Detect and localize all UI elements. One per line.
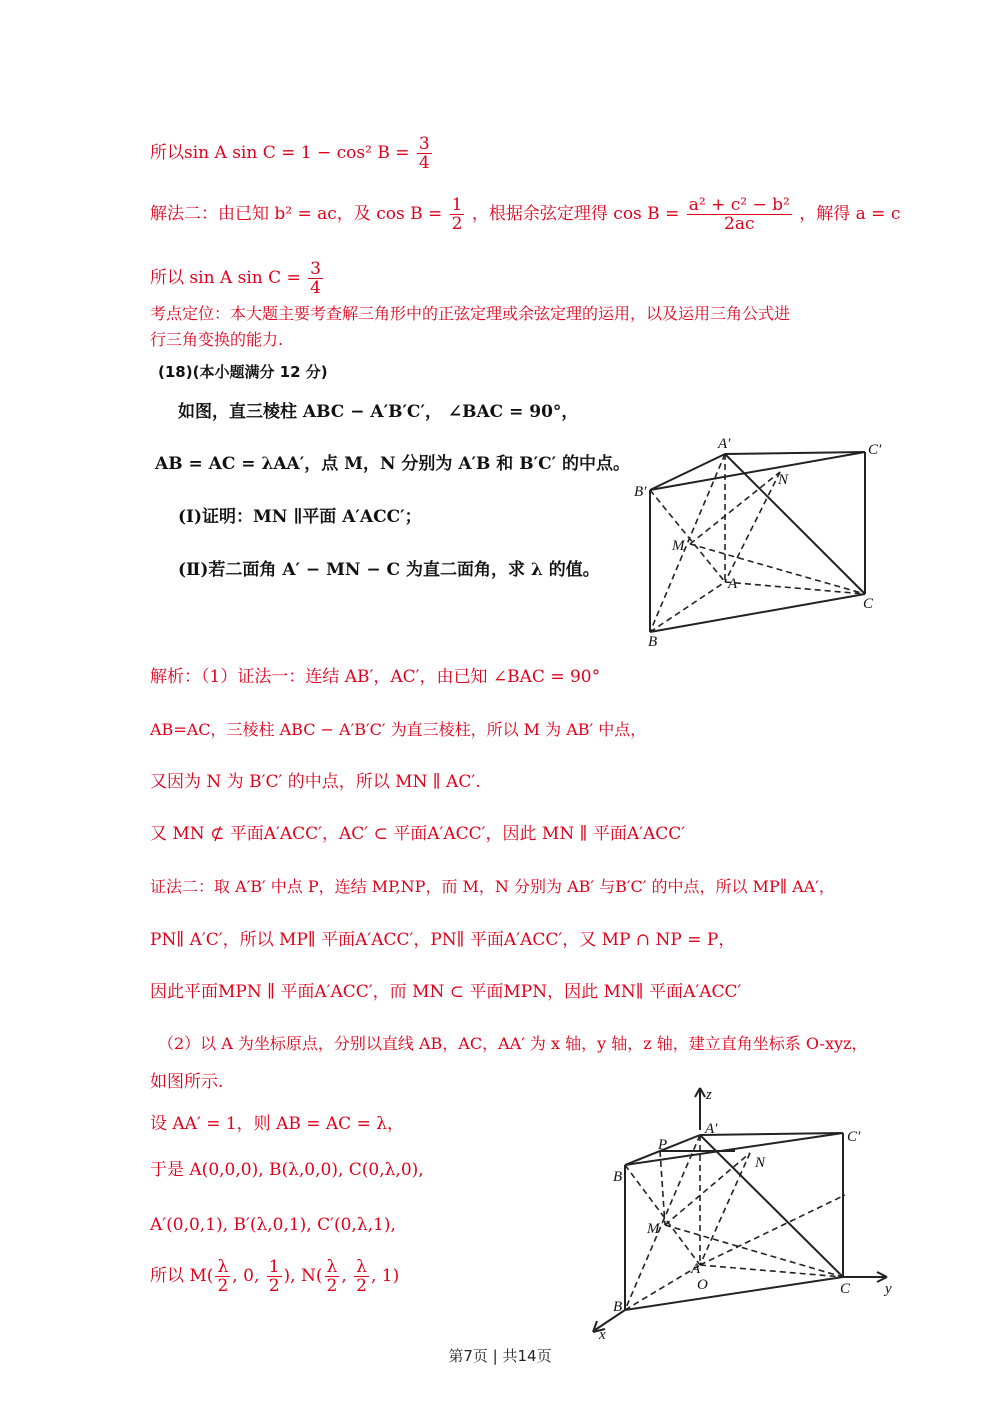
axis-label-z: z [706, 1087, 712, 1103]
prism-figure-2-coordinates [585, 1085, 895, 1340]
label-c-prime: C′ [868, 442, 882, 458]
label-p: P [658, 1137, 668, 1153]
fraction-3-4-b: $\frac{3}{4}$ [310, 259, 321, 298]
solution-line-3: 又因为 N 为 B′C′ 的中点，所以 MN ∥ AC′. [150, 772, 481, 792]
solution-line-5: 证法二：取 A′B′ 中点 P，连结 MP,NP，而 M，N 分别为 AB′ 与B′C′ 的中点，所以 MP∥ AA′， [150, 877, 835, 896]
solution-line-8: （2）以 A 为坐标原点，分别以直线 AB，AC，AA′ 为 x 轴，y 轴，z 轴，建立直角坐标系 O-xyz， [158, 1034, 868, 1053]
solution-line-11: 于是 A(0,0,0), B(λ,0,0), C(0,λ,0), [150, 1160, 424, 1180]
solution-line-9: 如图所示. [150, 1072, 224, 1092]
key-point-line-1: 考点定位：本大题主要考查解三角形中的正弦定理或余弦定理的运用，以及运用三角公式进 [150, 304, 791, 323]
problem-18-part-2: (Ⅱ)若二面角 A′ − MN − C 为直二面角，求 λ 的值。 [178, 560, 600, 580]
solution-line-12: A′(0,0,1), B′(λ,0,1), C′(0,λ,1), [150, 1215, 396, 1235]
label-m-2: M [647, 1221, 660, 1237]
fraction-cos-law: $\frac{\text{a² + c² − b²}}{2ac}$ [688, 195, 790, 234]
solution-line-6: PN∥ A′C′，所以 MP∥ 平面A′ACC′，PN∥ 平面A′ACC′，又 MP ∩ NP = P， [150, 930, 736, 950]
axis-label-y: y [885, 1281, 892, 1297]
label-a-prime-2: A′ [705, 1121, 718, 1137]
text-line-2: 解法二：由已知 b² = ac，及 cos B = $\frac{1}{2}$ ，根据余弦定理得 cos B = $\frac{\text{a² + c² − b²}}{2ac}$ ，解得 a = c [150, 195, 901, 234]
label-m: M [672, 538, 685, 554]
label-a-2: A [691, 1261, 701, 1277]
solution-line-2: AB=AC，三棱柱 ABC − A′B′C′ 为直三棱柱，所以 M 为 AB′ 中点， [150, 720, 647, 739]
label-b-prime: B′ [634, 484, 647, 500]
label-a-prime: A′ [718, 436, 731, 452]
fraction-3-4: $\frac{3}{4}$ [418, 134, 430, 173]
label-b-prime-2: B′ [613, 1169, 626, 1185]
label-n-2: N [755, 1155, 766, 1171]
problem-18-statement-2: AB = AC = λAA′，点 M，N 分别为 A′B 和 B′C′ 的中点。 [155, 454, 630, 474]
label-o: O [697, 1277, 708, 1293]
solution-line-7: 因此平面MPN ∥ 平面A′ACC′，而 MN ⊂ 平面MPN，因此 MN∥ 平面A′ACC′ [150, 982, 742, 1002]
axis-label-x: x [599, 1327, 606, 1340]
label-a: A [728, 576, 738, 592]
problem-18-part-1: (Ⅰ)证明：MN ∥平面 A′ACC′； [178, 507, 422, 527]
label-b: B [648, 634, 658, 650]
problem-18-statement-1: 如图，直三棱柱 ABC − A′B′C′， ∠BAC = 90°， [178, 402, 579, 422]
page-footer: 第7页 | 共14页 [448, 1347, 552, 1365]
prism-figure-1 [630, 432, 895, 652]
text-line-1: 所以sin A sin C = 1 − cos² B = $\frac{3}{4}$ [150, 134, 430, 173]
fraction-1-2: $\frac{1}{2}$ [451, 195, 463, 234]
problem-18-header: (18)(本小题满分 12 分) [158, 363, 328, 381]
label-n: N [778, 472, 789, 488]
label-c-2: C [840, 1281, 851, 1297]
solution-line-1: 解析：（1）证法一：连结 AB′，AC′，由已知 ∠BAC = 90° [150, 667, 601, 687]
key-point-line-2: 行三角变换的能力. [150, 330, 284, 349]
label-c: C [863, 596, 874, 612]
text-line-3: 所以 sin A sin C = $\frac{3}{4}$ [150, 259, 321, 298]
label-c-prime-2: C′ [847, 1129, 861, 1145]
label-b-2: B [613, 1299, 623, 1315]
solution-line-13: 所以 M( $\frac{\lambda}{2}$ , 0, $\frac{1}{2}$ ), N( $\frac{\lambda}{2}$ , $\frac{\lambda}{2}$ , 1) [150, 1257, 400, 1296]
solution-line-4: 又 MN ⊄ 平面A′ACC′，AC′ ⊂ 平面A′ACC′，因此 MN ∥ 平面A′ACC′ [150, 824, 686, 844]
solution-line-10: 设 AA′ = 1，则 AB = AC = λ， [150, 1114, 405, 1134]
